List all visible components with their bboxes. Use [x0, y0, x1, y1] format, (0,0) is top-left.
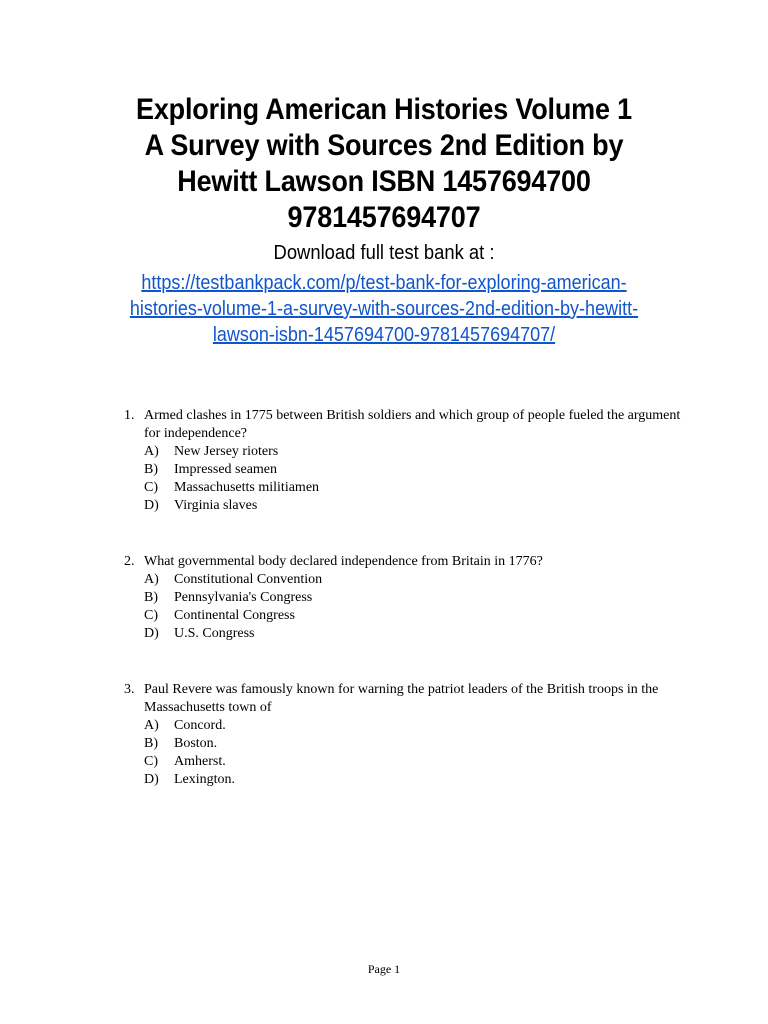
- option-c: [144, 607, 684, 625]
- option-a: [144, 717, 684, 735]
- option-a: [144, 443, 684, 461]
- option-text: U.S. Congress: [174, 626, 255, 641]
- option-text: Concord.: [174, 718, 226, 733]
- download-link-line-3[interactable]: lawson-isbn-1457694700-9781457694707/: [212, 324, 556, 346]
- option-text: Continental Congress: [174, 608, 295, 623]
- option-letter: C): [144, 480, 158, 495]
- question-list: [124, 407, 684, 827]
- question-text: What governmental body declared independence from Britain in 1776?: [144, 554, 543, 569]
- option-letter: A): [144, 572, 159, 587]
- option-d: [144, 771, 684, 789]
- question-1: [124, 407, 684, 515]
- option-letter: D): [144, 772, 159, 787]
- title-line-3: Hewitt Lawson ISBN 1457694700: [177, 165, 591, 198]
- question-number: 2.: [124, 554, 135, 569]
- question-number: 1.: [124, 408, 135, 423]
- page-number: Page 1: [367, 962, 401, 976]
- option-d: [144, 497, 684, 515]
- option-b: [144, 461, 684, 479]
- option-b: [144, 589, 684, 607]
- option-letter: D): [144, 498, 159, 513]
- question-text: Armed clashes in 1775 between British soldiers and which group of people fueled the argument for independence?: [144, 408, 681, 441]
- download-link-line-1[interactable]: https://testbankpack.com/p/test-bank-for-exploring-american-: [141, 272, 627, 294]
- document-header: [0, 92, 768, 348]
- option-text: Virginia slaves: [174, 498, 258, 513]
- question-text: Paul Revere was famously known for warning the patriot leaders of the British troops in the Massachusetts town of: [144, 682, 659, 715]
- option-letter: B): [144, 462, 158, 477]
- option-d: [144, 625, 684, 643]
- option-letter: B): [144, 590, 158, 605]
- option-a: [144, 571, 684, 589]
- option-letter: A): [144, 718, 159, 733]
- option-letter: C): [144, 754, 158, 769]
- question-number: 3.: [124, 682, 135, 697]
- option-text: Pennsylvania's Congress: [174, 590, 313, 605]
- option-text: Amherst.: [174, 754, 226, 769]
- option-c: [144, 753, 684, 771]
- title-line-1: Exploring American Histories Volume 1: [136, 93, 632, 126]
- question-3: [124, 681, 684, 789]
- option-letter: B): [144, 736, 158, 751]
- option-text: Constitutional Convention: [174, 572, 323, 587]
- option-b: [144, 735, 684, 753]
- option-text: New Jersey rioters: [174, 444, 279, 459]
- option-letter: D): [144, 626, 159, 641]
- option-letter: C): [144, 608, 158, 623]
- option-c: [144, 479, 684, 497]
- download-link-line-2[interactable]: histories-volume-1-a-survey-with-sources-2nd-edition-by-hewitt-: [129, 298, 639, 320]
- download-label: Download full test bank at :: [273, 242, 495, 264]
- option-text: Boston.: [174, 736, 218, 751]
- title-line-2: A Survey with Sources 2nd Edition by: [144, 129, 624, 162]
- question-2: [124, 553, 684, 643]
- option-text: Lexington.: [174, 772, 236, 787]
- page-footer: [0, 962, 768, 977]
- option-text: Impressed seamen: [174, 462, 278, 477]
- title-line-4: 9781457694707: [287, 201, 481, 234]
- option-text: Massachusetts militiamen: [174, 480, 320, 495]
- option-letter: A): [144, 444, 159, 459]
